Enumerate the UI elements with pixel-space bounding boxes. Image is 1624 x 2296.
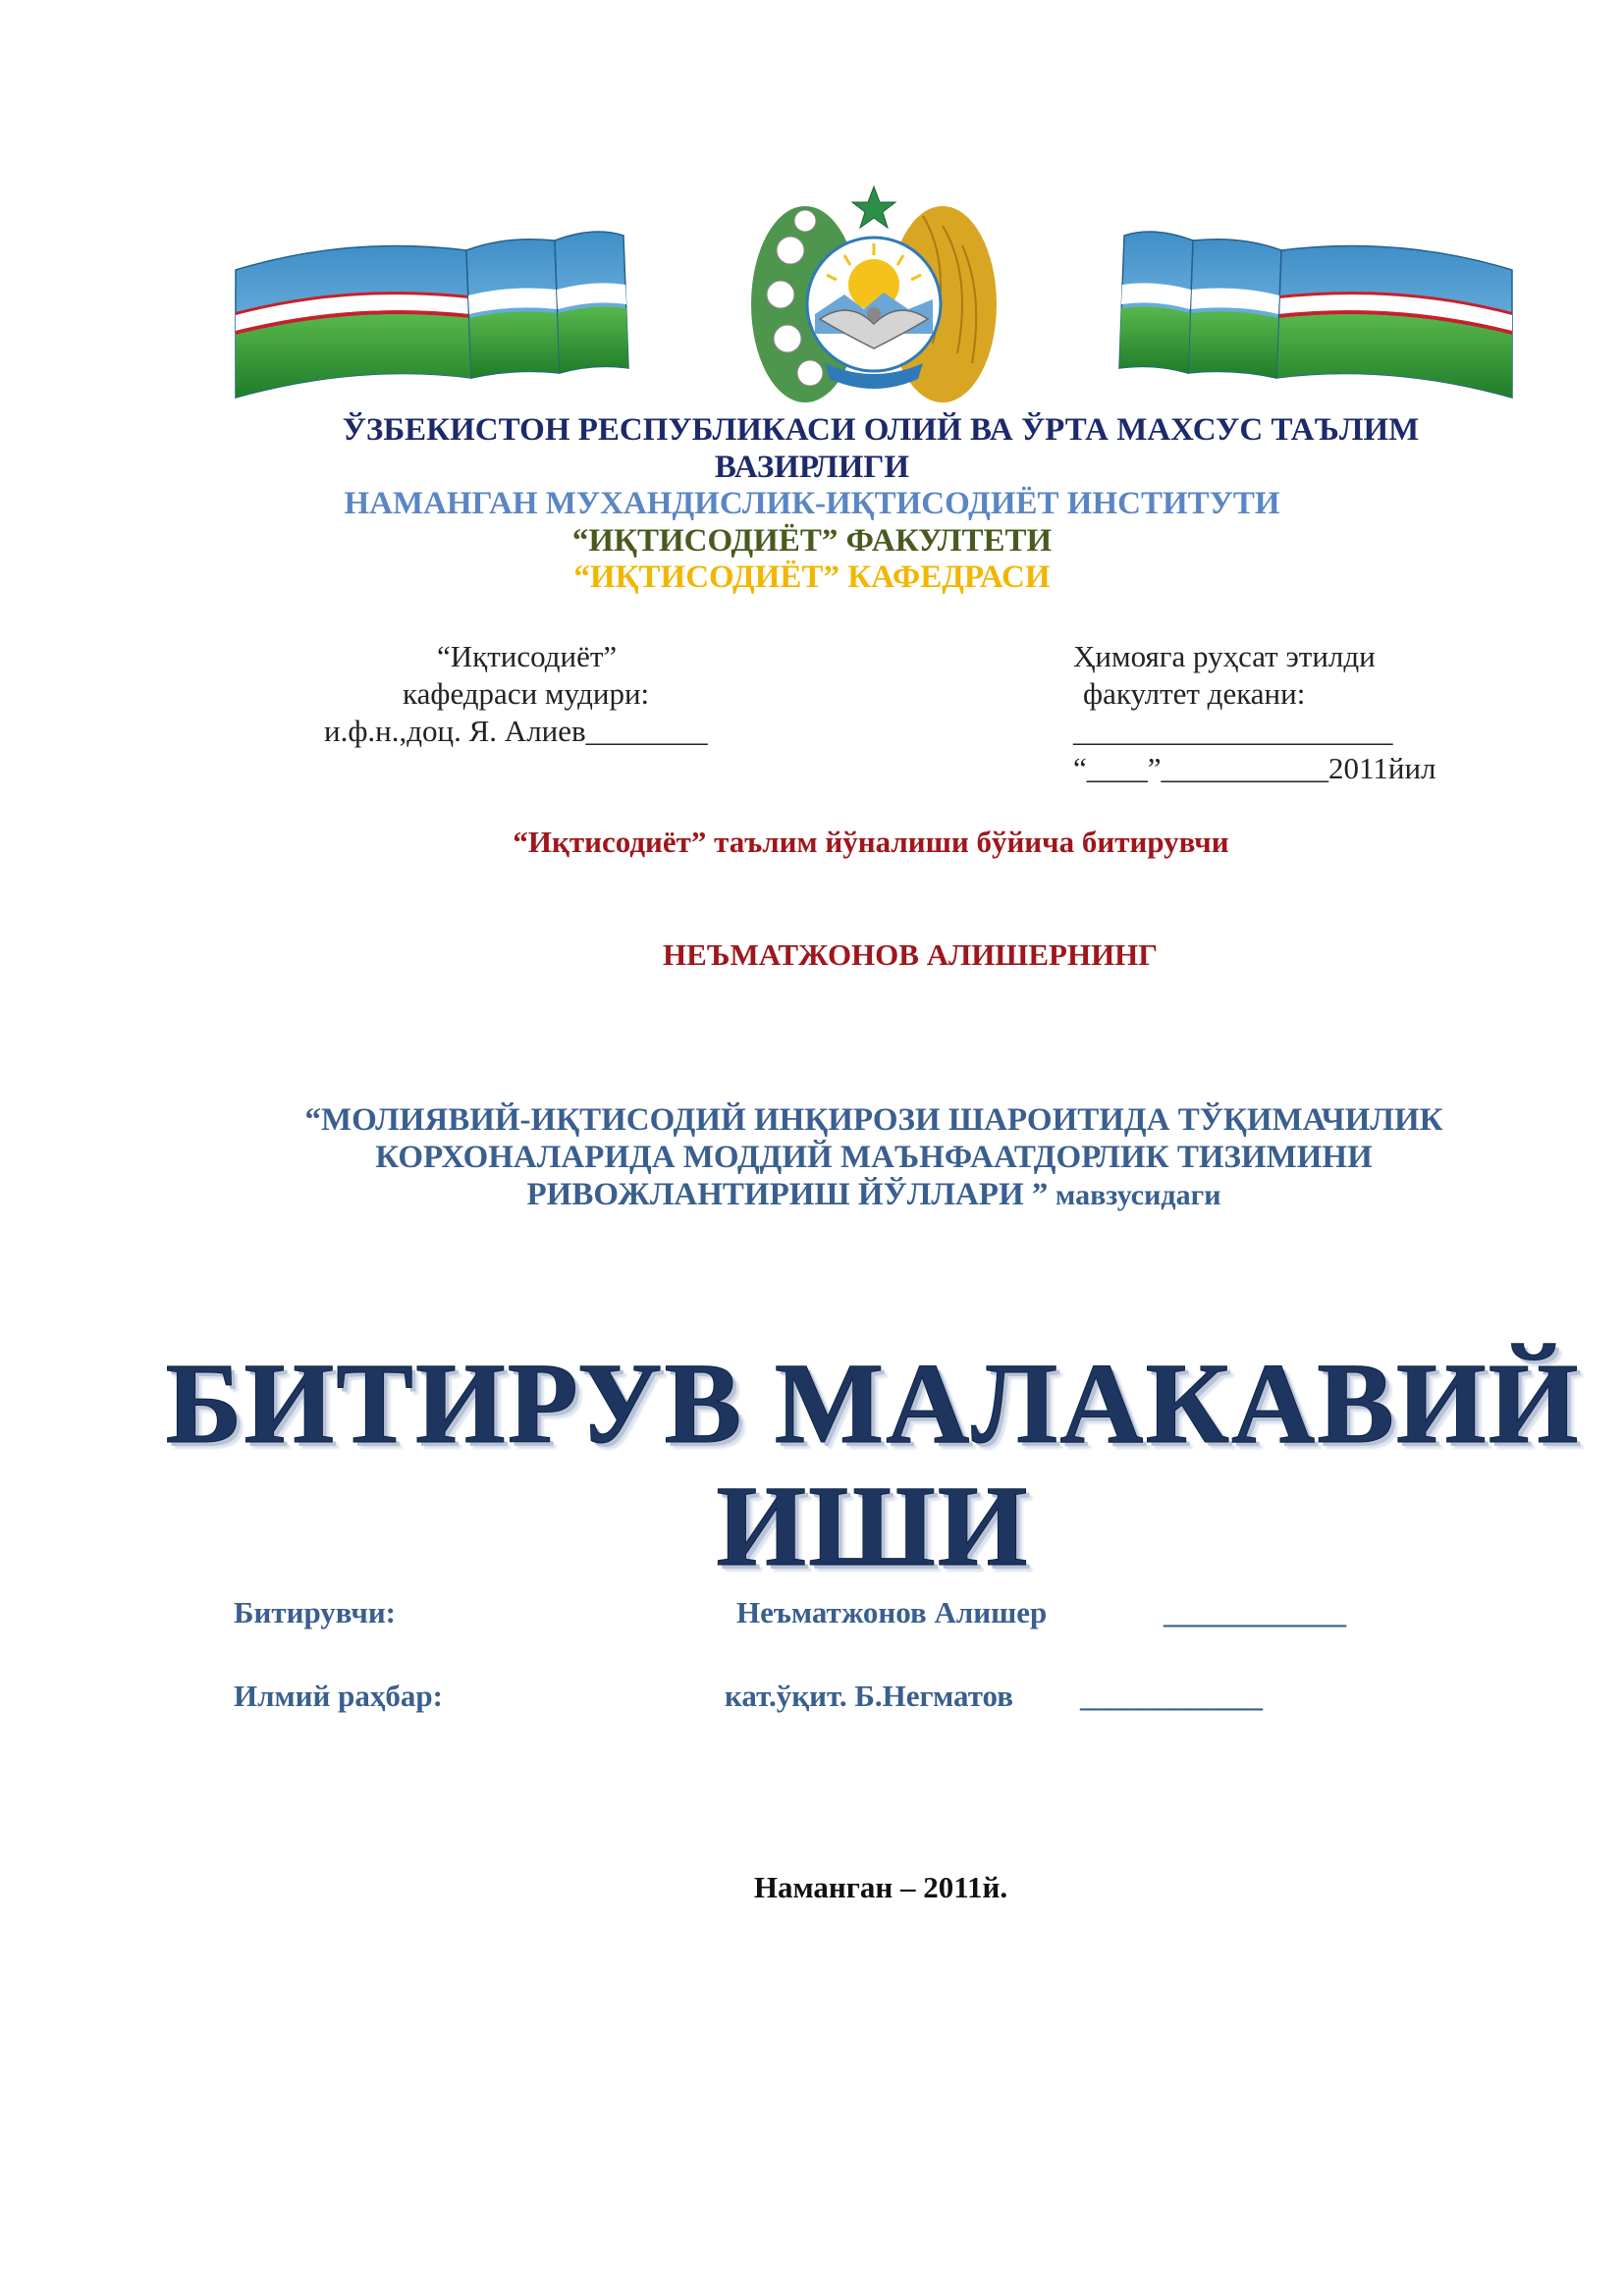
faculty-name: “ИҚТИСОДИЁТ” ФАКУЛТЕТИ [571, 523, 1053, 559]
document-title-line-2: ИШИ [716, 1462, 1030, 1590]
right-flag-ribbon [1119, 232, 1512, 398]
coat-of-arms [751, 187, 997, 402]
department-head-approval [324, 638, 756, 750]
graduate-name: Неъматжонов Алишер [736, 1595, 1048, 1629]
graduate-signature-line: ____________ [1164, 1595, 1346, 1629]
student-name-genitive: НЕЪМАТЖОНОВ АЛИШЕРНИНГ [662, 937, 1159, 972]
supervisor-label: Илмий раҳбар: [234, 1679, 443, 1713]
ministry-name-line-2: ВАЗИРЛИГИ [714, 450, 910, 485]
approval-right-line-1: Ҳимояга руҳсат этилди [1073, 639, 1376, 673]
topic-line-3: РИВОЖЛАНТИРИШ ЙЎЛЛАРИ ” [526, 1177, 1049, 1212]
approval-right-line-3: _____________________ [1073, 714, 1393, 748]
approval-left-line-2: кафедраси мудири: [403, 676, 650, 711]
topic-line-1: “МОЛИЯВИЙ-ИҚТИСОДИЙ ИНҚИРОЗИ ШАРОИТИДА ТЎҚИМАЧИЛИК [304, 1102, 1443, 1138]
supervisor-name: кат.ўқит. Б.Негматов [725, 1679, 1014, 1713]
graduate-label: Битирувчи: [234, 1595, 397, 1629]
approval-right-line-2: факултет декани: [1083, 676, 1306, 711]
topic-line-3-wrap [265, 1176, 1483, 1214]
department-name: “ИҚТИСОДИЁТ” КАФЕДРАСИ [573, 560, 1051, 595]
study-direction: “Иқтисодиёт” таълим йўналиши бўйича битирувчи [513, 825, 1229, 859]
topic-suffix: мавзусидаги [1048, 1179, 1221, 1211]
topic-line-2: КОРХОНАЛАРИДА МОДДИЙ МАЪНФААТДОРЛИК ТИЗИМИНИ [375, 1140, 1373, 1175]
state-emblem-banner [231, 182, 1517, 422]
place-and-year: Наманган – 2011й. [753, 1870, 1008, 1904]
emblem-graphic [231, 182, 1517, 422]
institute-name: НАМАНГАН МУХАНДИСЛИК-ИҚТИСОДИЁТ ИНСТИТУТИ [344, 486, 1280, 521]
document-title-line-1: БИТИРУВ МАЛАКАВИЙ [165, 1339, 1581, 1468]
left-flag-ribbon [236, 232, 628, 398]
approval-right-date-line: “____”___________2011йил [1073, 751, 1436, 785]
ministry-name-line-1: ЎЗБЕКИСТОН РЕСПУБЛИКАСИ ОЛИЙ ВА ЎРТА МАХСУС ТАЪЛИМ [342, 412, 1420, 448]
approval-left-line-1: “Иқтисодиёт” [437, 639, 618, 673]
dean-approval [1073, 638, 1505, 787]
supervisor-signature-line: ____________ [1080, 1679, 1263, 1713]
thesis-topic [265, 1101, 1483, 1214]
approval-left-line-3: и.ф.н.,доц. Я. Алиев________ [324, 714, 708, 748]
